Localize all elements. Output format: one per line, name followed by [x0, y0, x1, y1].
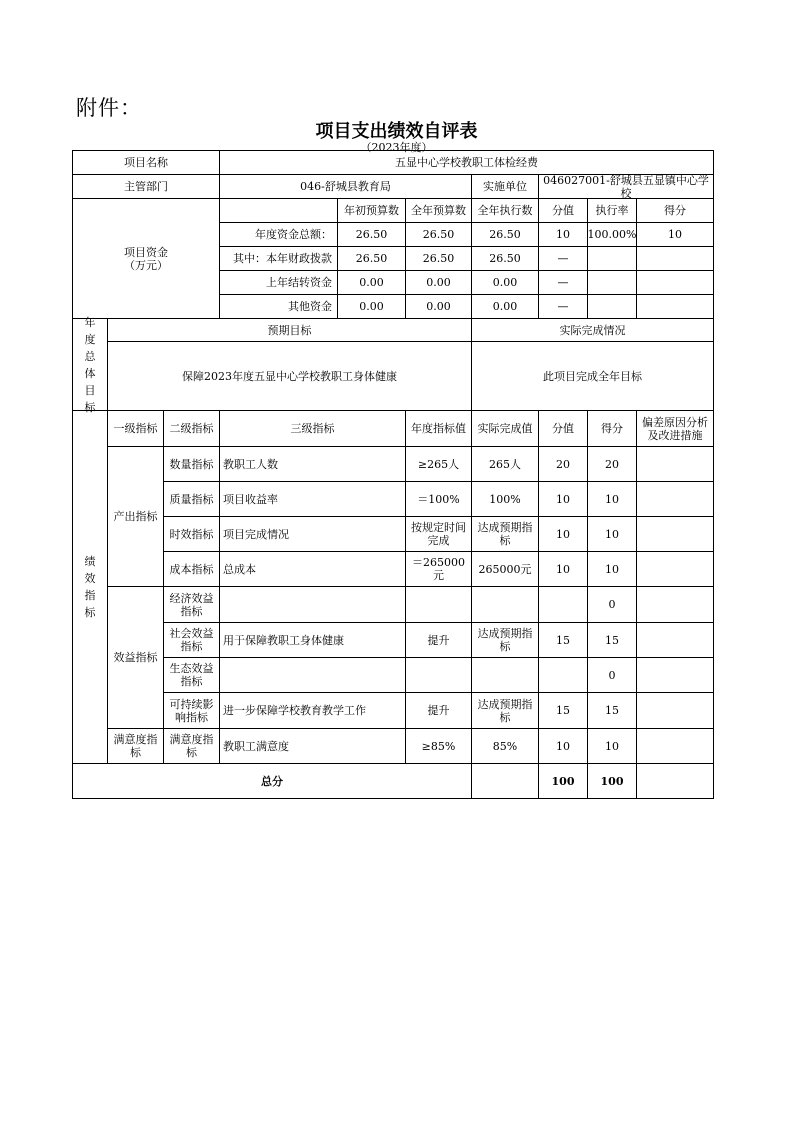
- goals-side-label: [72, 315, 108, 414]
- funds-header-2: [471, 198, 539, 223]
- header-level3: [219, 410, 406, 447]
- funds-row-score: [636, 246, 714, 271]
- header-deviation-text: 偏差原因分析 及改进措施: [642, 415, 708, 442]
- indicator-score-text: 15: [605, 633, 619, 647]
- indicator-actual: [471, 551, 539, 587]
- indicator-level2-text: 成本指标: [169, 562, 214, 576]
- funds-header-3: [538, 198, 588, 223]
- funds-row-score: [636, 294, 714, 319]
- funds-row-exec: [471, 294, 539, 319]
- header-weight-text: 分值: [552, 422, 574, 435]
- group-benefit-text: 效益指标: [113, 651, 158, 664]
- indicator-level3: [219, 516, 406, 552]
- funds-row-exec-text: 26.50: [489, 252, 521, 265]
- funds-header-2-text: 全年执行数: [477, 204, 533, 217]
- indicator-score-text: 0: [608, 598, 616, 611]
- indicator-actual: [471, 657, 539, 693]
- funds-row-label-text: 其他资金: [288, 300, 332, 313]
- indicator-score-text: 10: [605, 739, 619, 753]
- indicator-weight: [538, 551, 588, 587]
- indicator-weight: [538, 728, 588, 764]
- dept-value-text: 046-舒城县教育局: [300, 180, 391, 193]
- group-output: [107, 446, 164, 587]
- indicator-level2-text: 经济效益 指标: [169, 591, 214, 618]
- indicator-target: [405, 516, 472, 552]
- header-score-text: 得分: [601, 422, 623, 435]
- funds-header-0: [337, 198, 406, 223]
- funds-row-budget-text: 26.50: [422, 228, 455, 241]
- funds-header-1-text: 全年预算数: [411, 204, 466, 217]
- header-target: [405, 410, 472, 447]
- project-name-value-text: 五显中心学校教职工体检经费: [395, 156, 538, 169]
- funds-header-blank: [219, 198, 338, 223]
- page-title: 项目支出绩效自评表: [315, 121, 478, 142]
- indicator-score: [587, 551, 637, 587]
- funds-row-label-text: 其中：本年财政拨款: [233, 252, 332, 265]
- indicator-score: [587, 516, 637, 552]
- indicator-score: [587, 622, 637, 658]
- indicator-level3-text: 总成本: [223, 562, 256, 576]
- funds-row-budget: [405, 294, 472, 319]
- group-satisfaction: [107, 728, 164, 764]
- funds-row-budget-text: 0.00: [426, 300, 451, 313]
- indicator-actual-text: 265人: [489, 457, 521, 471]
- header-target-text: 年度指标值: [411, 422, 466, 435]
- header-actual: [471, 410, 539, 447]
- indicator-target-text: ≥265人: [417, 457, 460, 471]
- funds-row-plan-text: 26.50: [355, 228, 388, 241]
- indicator-level3-text: 进一步保障学校教育教学工作: [223, 704, 366, 717]
- funds-row-plan: [337, 270, 406, 295]
- indicator-level2: [163, 692, 220, 729]
- group-satisfaction-text: 满意度指 标: [113, 733, 158, 759]
- indicators-side-label: [72, 410, 108, 764]
- indicator-level2: [163, 657, 220, 693]
- indicator-level3: [219, 446, 406, 482]
- funds-row-plan: [337, 222, 406, 247]
- unit-label: [471, 174, 539, 199]
- indicator-level3: [219, 481, 406, 517]
- funds-row-score_value-text: —: [557, 276, 569, 289]
- indicator-level2-text: 可持续影 响指标: [169, 697, 214, 724]
- funds-row-score: [636, 270, 714, 295]
- funds-header-1: [405, 198, 472, 223]
- indicator-level3: [219, 551, 406, 587]
- indicator-level2-text: 满意度指 标: [169, 733, 214, 759]
- indicator-target-text: ＝100%: [417, 492, 460, 506]
- actual-completion-header: [471, 318, 714, 342]
- indicator-level3: [219, 657, 406, 693]
- total-deviation: [636, 763, 714, 799]
- funds-header-3-text: 分值: [552, 204, 574, 217]
- indicator-actual-text: 85%: [492, 739, 518, 753]
- funds-row-label-text: 上年结转资金: [266, 276, 332, 289]
- indicator-target-text: 按规定时间 完成: [411, 521, 466, 547]
- funds-row-score_value-text: —: [557, 252, 569, 265]
- indicator-score-text: 10: [605, 492, 619, 506]
- indicator-weight: [538, 446, 588, 482]
- indicator-actual-text: 100%: [489, 492, 521, 506]
- indicator-target-text: ＝265000元: [412, 556, 465, 582]
- indicator-target: [405, 692, 472, 729]
- header-level1: [107, 410, 164, 447]
- indicator-target-text: 提升: [427, 633, 450, 647]
- funds-row-exec-text: 0.00: [492, 276, 518, 289]
- indicator-score-text: 20: [605, 457, 619, 471]
- indicator-score-text: 10: [605, 562, 619, 576]
- indicator-score: [587, 481, 637, 517]
- indicator-score-text: 10: [605, 527, 619, 541]
- indicator-weight-text: 10: [556, 739, 570, 753]
- funds-row-label: [219, 222, 338, 247]
- indicator-target: [405, 586, 472, 623]
- funds-row-score_value: [538, 222, 588, 247]
- indicator-level2-text: 质量指标: [169, 492, 214, 506]
- funds-header-5-text: 得分: [664, 204, 686, 217]
- page-subtitle: （2023年度）: [360, 141, 433, 154]
- expected-goal-value-text: 保障2023年度五显中心学校教职工身体健康: [182, 369, 397, 383]
- dept-label: [72, 174, 220, 199]
- funds-row-score_value: [538, 270, 588, 295]
- unit-value: [538, 174, 714, 199]
- indicator-deviation: [636, 622, 714, 658]
- indicator-weight-text: 15: [556, 633, 570, 647]
- indicator-level2-text: 时效指标: [169, 527, 214, 541]
- group-output-text: 产出指标: [113, 510, 158, 523]
- funds-row-label: [219, 270, 338, 295]
- attachment-label: 附件：: [76, 96, 142, 120]
- actual-completion-value-text: 此项目完成全年目标: [543, 369, 642, 383]
- indicator-actual-text: 达成预期指 标: [477, 697, 533, 724]
- group-benefit: [107, 586, 164, 729]
- indicator-weight-text: 10: [556, 562, 570, 576]
- indicator-actual-text: 达成预期指 标: [477, 521, 533, 547]
- indicator-target-text: 提升: [427, 704, 450, 717]
- indicator-weight: [538, 622, 588, 658]
- indicator-score: [587, 728, 637, 764]
- total-score-text: 100: [600, 774, 624, 788]
- indicator-deviation: [636, 728, 714, 764]
- indicator-target: [405, 728, 472, 764]
- funds-row-score: [636, 222, 714, 247]
- indicator-target: [405, 622, 472, 658]
- indicator-actual: [471, 481, 539, 517]
- indicator-level2: [163, 586, 220, 623]
- indicator-level2: [163, 481, 220, 517]
- funds-row-score-text: 10: [668, 228, 682, 241]
- funds-header-4-text: 执行率: [595, 204, 629, 217]
- indicator-deviation: [636, 586, 714, 623]
- funds-row-rate: [587, 222, 637, 247]
- total-label: [72, 763, 472, 799]
- funds-label-text: 项目资金 （万元）: [124, 245, 168, 272]
- funds-row-plan: [337, 246, 406, 271]
- header-level3-text: 三级指标: [290, 422, 335, 435]
- actual-completion-value: [471, 341, 714, 411]
- indicator-score-text: 15: [605, 704, 619, 717]
- indicator-actual: [471, 586, 539, 623]
- indicator-level2-text: 生态效益 指标: [169, 662, 214, 688]
- indicator-deviation: [636, 692, 714, 729]
- indicator-actual-text: 达成预期指 标: [477, 627, 533, 653]
- indicator-actual-text: 265000元: [478, 562, 532, 576]
- funds-row-rate-text: 100.00%: [587, 228, 637, 241]
- indicator-level2-text: 社会效益 指标: [169, 627, 214, 653]
- funds-row-exec: [471, 270, 539, 295]
- unit-label-text: 实施单位: [483, 180, 527, 193]
- indicator-level3-text: 教职工人数: [223, 457, 278, 471]
- indicator-weight-text: 10: [556, 492, 570, 506]
- indicator-score: [587, 586, 637, 623]
- indicator-actual: [471, 622, 539, 658]
- indicator-level3-text: 用于保障教职工身体健康: [223, 633, 344, 647]
- funds-row-budget-text: 0.00: [426, 276, 451, 289]
- indicator-level2-text: 数量指标: [169, 457, 214, 471]
- expected-goal-header-text: 预期目标: [267, 323, 312, 337]
- project-name-value: [219, 150, 714, 175]
- funds-row-plan-text: 0.00: [359, 300, 384, 313]
- indicator-actual: [471, 692, 539, 729]
- indicator-weight: [538, 516, 588, 552]
- indicator-level3-text: 项目完成情况: [223, 527, 289, 541]
- header-weight: [538, 410, 588, 447]
- funds-row-plan-text: 26.50: [355, 252, 388, 265]
- indicator-weight-text: 10: [556, 527, 570, 541]
- funds-row-rate: [587, 294, 637, 319]
- indicator-score: [587, 692, 637, 729]
- indicator-target: [405, 551, 472, 587]
- funds-header-5: [636, 198, 714, 223]
- total-blank: [471, 763, 539, 799]
- indicator-level2: [163, 446, 220, 482]
- indicators-side-label-text: 绩 效 指 标: [84, 555, 96, 619]
- total-weight: [538, 763, 588, 799]
- header-score: [587, 410, 637, 447]
- header-deviation: [636, 410, 714, 447]
- total-weight-text: 100: [551, 774, 575, 788]
- expected-goal-value: [107, 341, 472, 411]
- indicator-level2: [163, 516, 220, 552]
- indicator-level2: [163, 728, 220, 764]
- funds-row-exec-text: 26.50: [489, 228, 521, 241]
- actual-completion-header-text: 实际完成情况: [559, 323, 626, 337]
- indicator-level3: [219, 622, 406, 658]
- project-name-label: [72, 150, 220, 175]
- indicator-score: [587, 446, 637, 482]
- funds-row-exec: [471, 246, 539, 271]
- indicator-weight: [538, 481, 588, 517]
- funds-row-exec-text: 0.00: [492, 300, 518, 313]
- indicator-actual: [471, 728, 539, 764]
- dept-label-text: 主管部门: [124, 180, 168, 193]
- expected-goal-header: [107, 318, 472, 342]
- indicator-deviation: [636, 657, 714, 693]
- funds-row-rate: [587, 246, 637, 271]
- funds-row-score_value: [538, 294, 588, 319]
- funds-row-plan: [337, 294, 406, 319]
- funds-row-score_value-text: —: [557, 300, 569, 313]
- goals-side-label-text: 年 度 总 体 目 标: [84, 315, 96, 414]
- indicator-weight: [538, 657, 588, 693]
- header-level1-text: 一级指标: [113, 422, 158, 435]
- indicator-level3: [219, 692, 406, 729]
- funds-row-budget-text: 26.50: [422, 252, 455, 265]
- indicator-weight: [538, 586, 588, 623]
- header-actual-text: 实际完成值: [477, 422, 533, 435]
- indicator-deviation: [636, 516, 714, 552]
- funds-row-label: [219, 294, 338, 319]
- funds-row-rate: [587, 270, 637, 295]
- funds-row-budget: [405, 246, 472, 271]
- indicator-score-text: 0: [608, 668, 616, 682]
- funds-row-budget: [405, 222, 472, 247]
- indicator-deviation: [636, 481, 714, 517]
- funds-row-budget: [405, 270, 472, 295]
- unit-value-text: 046027001-舒城县五显镇中心学校: [543, 173, 709, 200]
- funds-row-label-text: 年度资金总额：: [255, 228, 332, 241]
- indicator-level3: [219, 728, 406, 764]
- indicator-actual: [471, 516, 539, 552]
- total-score: [587, 763, 637, 799]
- funds-label: [72, 198, 220, 319]
- project-name-label-text: 项目名称: [124, 156, 168, 169]
- indicator-weight-text: 15: [556, 704, 570, 717]
- indicator-actual: [471, 446, 539, 482]
- indicator-target-text: ≥85%: [421, 739, 456, 753]
- funds-row-label: [219, 246, 338, 271]
- funds-header-0-text: 年初预算数: [344, 204, 399, 217]
- funds-row-score_value-text: 10: [556, 228, 570, 241]
- header-level2: [163, 410, 220, 447]
- indicator-level3-text: 项目收益率: [223, 492, 278, 506]
- funds-row-score_value: [538, 246, 588, 271]
- dept-value: [219, 174, 472, 199]
- indicator-score: [587, 657, 637, 693]
- indicator-level3: [219, 586, 406, 623]
- indicator-deviation: [636, 551, 714, 587]
- indicator-level3-text: 教职工满意度: [223, 739, 289, 753]
- funds-row-exec: [471, 222, 539, 247]
- header-level2-text: 二级指标: [169, 422, 214, 435]
- indicator-weight-text: 20: [556, 457, 570, 471]
- funds-row-plan-text: 0.00: [359, 276, 384, 289]
- indicator-target: [405, 481, 472, 517]
- indicator-weight: [538, 692, 588, 729]
- total-label-text: 总分: [261, 774, 283, 788]
- indicator-deviation: [636, 446, 714, 482]
- funds-header-4: [587, 198, 637, 223]
- indicator-level2: [163, 551, 220, 587]
- indicator-target: [405, 657, 472, 693]
- indicator-level2: [163, 622, 220, 658]
- indicator-target: [405, 446, 472, 482]
